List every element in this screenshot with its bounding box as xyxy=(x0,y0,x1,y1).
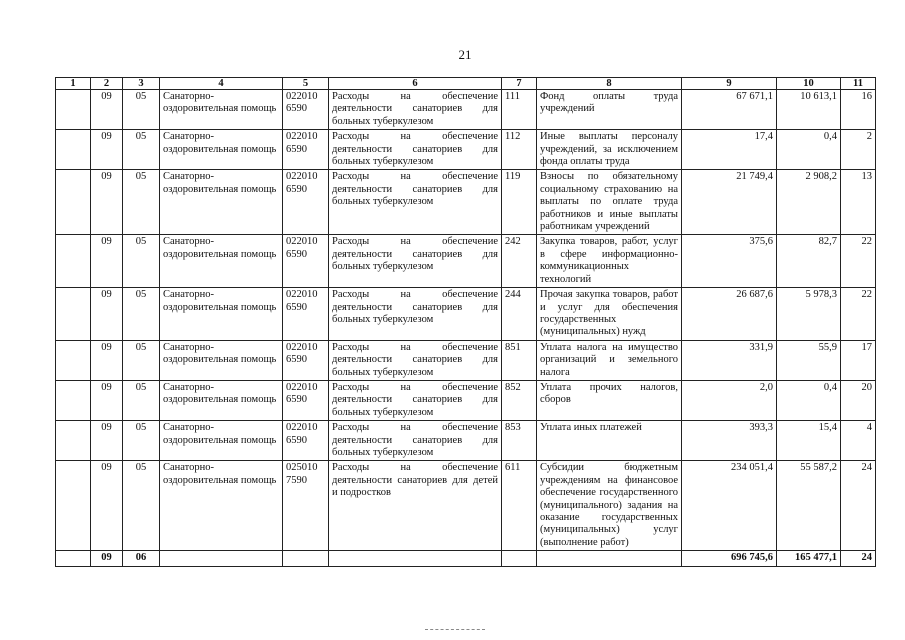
table-row xyxy=(56,461,876,551)
column-header-4: 4 xyxy=(160,78,283,90)
column-header-7: 7 xyxy=(502,78,537,90)
table-row xyxy=(56,235,876,288)
scan-artifact-line xyxy=(425,629,485,632)
section-name-cell: Санаторно-оздоровительная помощь xyxy=(160,380,283,420)
subsection-code-cell: 05 xyxy=(123,461,160,551)
row-index-cell xyxy=(56,235,91,288)
amount-cell: 2,0 xyxy=(682,380,777,420)
expense-type-cell: 119 xyxy=(502,170,537,235)
total-row xyxy=(56,551,876,566)
expense-type-cell: 851 xyxy=(502,340,537,380)
expense-type-name-cell: Закупка товаров, работ, услуг в сфере информационно-коммуникационных технологий xyxy=(537,235,682,288)
column-header-5: 5 xyxy=(283,78,329,90)
count-cell: 20 xyxy=(841,380,876,420)
count-cell: 16 xyxy=(841,90,876,130)
amount-secondary-cell: 165 477,1 xyxy=(777,551,841,566)
target-article-cell: 025010 7590 xyxy=(283,461,329,551)
row-index-cell xyxy=(56,380,91,420)
amount-cell: 696 745,6 xyxy=(682,551,777,566)
count-cell: 22 xyxy=(841,288,876,341)
amount-secondary-cell: 5 978,3 xyxy=(777,288,841,341)
row-index-cell xyxy=(56,340,91,380)
target-article-name-cell: Расходы на обеспечение деятельности санаториев для больных туберкулезом xyxy=(329,170,502,235)
target-article-cell: 022010 6590 xyxy=(283,170,329,235)
section-name-cell: Санаторно-оздоровительная помощь xyxy=(160,340,283,380)
amount-secondary-cell: 55 587,2 xyxy=(777,461,841,551)
section-code-cell: 09 xyxy=(91,130,123,170)
subsection-code-cell: 05 xyxy=(123,170,160,235)
section-code-cell: 09 xyxy=(91,380,123,420)
target-article-name-cell: Расходы на обеспечение деятельности санаториев для больных туберкулезом xyxy=(329,130,502,170)
amount-secondary-cell: 55,9 xyxy=(777,340,841,380)
page-number: 21 xyxy=(458,47,472,62)
table-header-row xyxy=(56,78,876,90)
expense-type-name-cell: Фонд оплаты труда учреждений xyxy=(537,90,682,130)
amount-cell: 17,4 xyxy=(682,130,777,170)
column-header-11: 11 xyxy=(841,78,876,90)
expense-type-name-cell: Уплата налога на имущество организаций и земельного налога xyxy=(537,340,682,380)
expense-type-name-cell: Иные выплаты персоналу учреждений, за исключением фонда оплаты труда xyxy=(537,130,682,170)
expense-type-name-cell xyxy=(537,551,682,566)
count-cell: 24 xyxy=(841,461,876,551)
target-article-name-cell: Расходы на обеспечение деятельности санаториев для больных туберкулезом xyxy=(329,288,502,341)
subsection-code-cell: 05 xyxy=(123,235,160,288)
amount-cell: 21 749,4 xyxy=(682,170,777,235)
amount-cell: 234 051,4 xyxy=(682,461,777,551)
target-article-name-cell: Расходы на обеспечение деятельности санаториев для больных туберкулезом xyxy=(329,380,502,420)
section-name-cell: Санаторно-оздоровительная помощь xyxy=(160,421,283,461)
column-header-8: 8 xyxy=(537,78,682,90)
target-article-cell: 022010 6590 xyxy=(283,288,329,341)
column-header-6: 6 xyxy=(329,78,502,90)
amount-cell: 26 687,6 xyxy=(682,288,777,341)
section-code-cell: 09 xyxy=(91,235,123,288)
expense-type-name-cell: Взносы по обязательному социальному страхованию на выплаты по оплате труда работников и иные выплаты работникам учреждений xyxy=(537,170,682,235)
section-name-cell: Санаторно-оздоровительная помощь xyxy=(160,130,283,170)
section-code-cell: 09 xyxy=(91,551,123,566)
target-article-name-cell xyxy=(329,551,502,566)
target-article-name-cell: Расходы на обеспечение деятельности санаториев для детей и подростков xyxy=(329,461,502,551)
amount-cell: 393,3 xyxy=(682,421,777,461)
section-code-cell: 09 xyxy=(91,170,123,235)
expense-type-name-cell: Уплата иных платежей xyxy=(537,421,682,461)
table-row xyxy=(56,90,876,130)
subsection-code-cell: 06 xyxy=(123,551,160,566)
target-article-cell: 022010 6590 xyxy=(283,421,329,461)
amount-cell: 375,6 xyxy=(682,235,777,288)
amount-cell: 331,9 xyxy=(682,340,777,380)
subsection-code-cell: 05 xyxy=(123,421,160,461)
target-article-name-cell: Расходы на обеспечение деятельности санаториев для больных туберкулезом xyxy=(329,235,502,288)
expense-type-cell: 853 xyxy=(502,421,537,461)
row-index-cell xyxy=(56,288,91,341)
column-header-10: 10 xyxy=(777,78,841,90)
count-cell: 4 xyxy=(841,421,876,461)
subsection-code-cell: 05 xyxy=(123,380,160,420)
amount-secondary-cell: 0,4 xyxy=(777,130,841,170)
section-code-cell: 09 xyxy=(91,90,123,130)
row-index-cell xyxy=(56,170,91,235)
table-row xyxy=(56,421,876,461)
expense-type-name-cell: Субсидии бюджетным учреждениям на финансовое обеспечение государственного (муниципального) задания на оказание государственных (муниципальных) услуг (выполнение работ) xyxy=(537,461,682,551)
target-article-cell: 022010 6590 xyxy=(283,235,329,288)
amount-secondary-cell: 15,4 xyxy=(777,421,841,461)
row-index-cell xyxy=(56,551,91,566)
section-name-cell: Санаторно-оздоровительная помощь xyxy=(160,288,283,341)
section-code-cell: 09 xyxy=(91,288,123,341)
row-index-cell xyxy=(56,461,91,551)
expense-type-cell: 111 xyxy=(502,90,537,130)
budget-table xyxy=(55,77,876,567)
table-body xyxy=(56,90,876,567)
target-article-cell: 022010 6590 xyxy=(283,130,329,170)
subsection-code-cell: 05 xyxy=(123,90,160,130)
table-row xyxy=(56,380,876,420)
table-row xyxy=(56,170,876,235)
amount-cell: 67 671,1 xyxy=(682,90,777,130)
expense-type-cell: 611 xyxy=(502,461,537,551)
target-article-name-cell: Расходы на обеспечение деятельности санаториев для больных туберкулезом xyxy=(329,90,502,130)
row-index-cell xyxy=(56,130,91,170)
count-cell: 2 xyxy=(841,130,876,170)
row-index-cell xyxy=(56,90,91,130)
section-code-cell: 09 xyxy=(91,340,123,380)
target-article-cell: 022010 6590 xyxy=(283,380,329,420)
section-code-cell: 09 xyxy=(91,421,123,461)
column-header-3: 3 xyxy=(123,78,160,90)
table-row xyxy=(56,288,876,341)
subsection-code-cell: 05 xyxy=(123,130,160,170)
expense-type-cell xyxy=(502,551,537,566)
section-name-cell xyxy=(160,551,283,566)
column-header-9: 9 xyxy=(682,78,777,90)
expense-type-cell: 244 xyxy=(502,288,537,341)
table-row xyxy=(56,130,876,170)
column-header-2: 2 xyxy=(91,78,123,90)
target-article-cell xyxy=(283,551,329,566)
expense-type-cell: 242 xyxy=(502,235,537,288)
expense-type-cell: 852 xyxy=(502,380,537,420)
column-header-1: 1 xyxy=(56,78,91,90)
expense-type-name-cell: Уплата прочих налогов, сборов xyxy=(537,380,682,420)
amount-secondary-cell: 2 908,2 xyxy=(777,170,841,235)
section-name-cell: Санаторно-оздоровительная помощь xyxy=(160,170,283,235)
count-cell: 17 xyxy=(841,340,876,380)
section-name-cell: Санаторно-оздоровительная помощь xyxy=(160,461,283,551)
count-cell: 24 xyxy=(841,551,876,566)
row-index-cell xyxy=(56,421,91,461)
target-article-cell: 022010 6590 xyxy=(283,90,329,130)
count-cell: 22 xyxy=(841,235,876,288)
count-cell: 13 xyxy=(841,170,876,235)
subsection-code-cell: 05 xyxy=(123,288,160,341)
amount-secondary-cell: 0,4 xyxy=(777,380,841,420)
amount-secondary-cell: 82,7 xyxy=(777,235,841,288)
section-name-cell: Санаторно-оздоровительная помощь xyxy=(160,90,283,130)
expense-type-cell: 112 xyxy=(502,130,537,170)
expense-type-name-cell: Прочая закупка товаров, работ и услуг для обеспечения государственных (муниципальных) нужд xyxy=(537,288,682,341)
target-article-name-cell: Расходы на обеспечение деятельности санаториев для больных туберкулезом xyxy=(329,340,502,380)
subsection-code-cell: 05 xyxy=(123,340,160,380)
target-article-name-cell: Расходы на обеспечение деятельности санаториев для больных туберкулезом xyxy=(329,421,502,461)
target-article-cell: 022010 6590 xyxy=(283,340,329,380)
section-name-cell: Санаторно-оздоровительная помощь xyxy=(160,235,283,288)
amount-secondary-cell: 10 613,1 xyxy=(777,90,841,130)
section-code-cell: 09 xyxy=(91,461,123,551)
table-row xyxy=(56,340,876,380)
